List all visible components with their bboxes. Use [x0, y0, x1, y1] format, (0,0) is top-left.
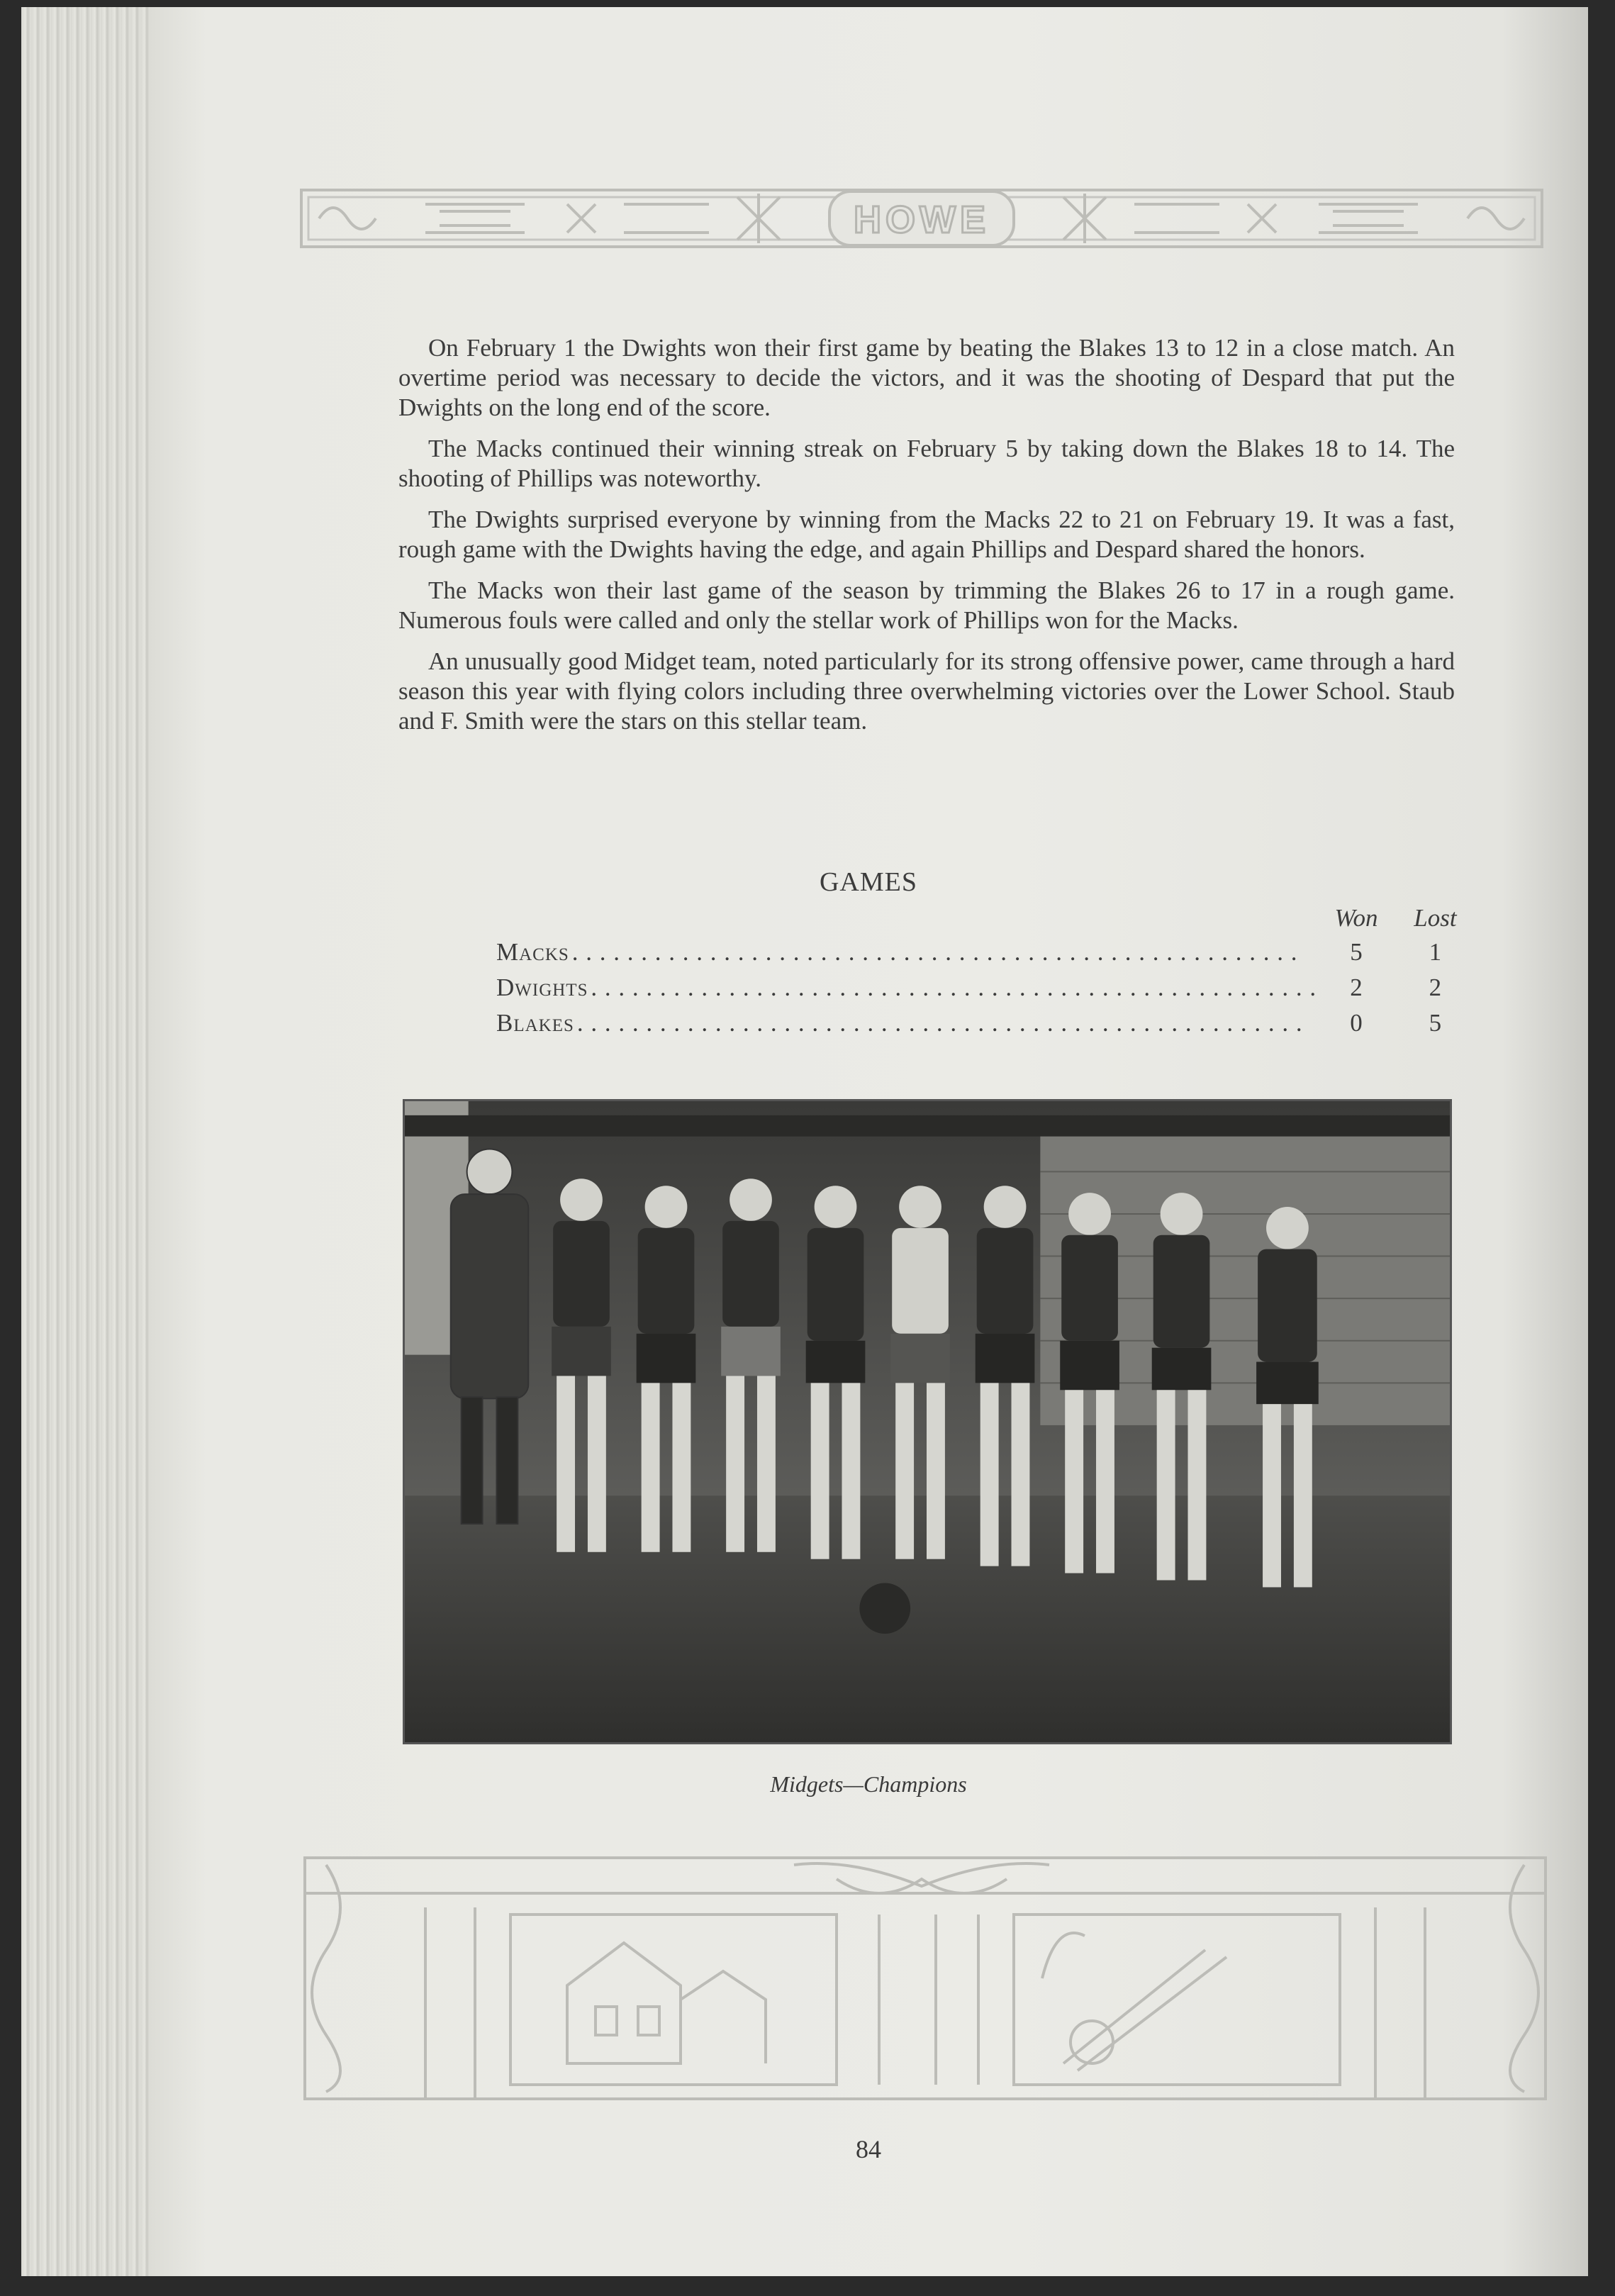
team-name-cell	[496, 935, 1317, 970]
team-photograph	[403, 1099, 1452, 1744]
paragraph-1: On February 1 the Dwights won their first game by beating the Blakes 13 to 12 in a close match. An overtime period was necessary to decide the victors, and it was the shooting of Despard that put the Dwights on the long end of the score.	[398, 334, 1455, 421]
table-row	[496, 970, 1475, 1005]
banner-title: HOWE	[854, 199, 990, 241]
paragraph-5: An unusually good Midget team, noted particularly for its strong offensive power, came through a hard season this year with flying colors including three overwhelming victories over the Lower School. Staub and F. Smith were the stars on this stellar team.	[398, 647, 1455, 735]
won-column-header: Won	[1334, 904, 1378, 932]
table-row	[496, 935, 1475, 970]
paragraph-2: The Macks continued their winning streak on February 5 by taking down the Blakes 18 to 14. The shooting of Phillips was noteworthy.	[398, 435, 1455, 492]
page-number: 84	[856, 2135, 881, 2163]
team-name-cell	[496, 970, 1317, 1005]
won-cell: 5	[1350, 938, 1363, 966]
team-photo-illustration	[405, 1101, 1450, 1742]
leader-dots: . . . . . . . . . . . . . . . . . . . . . . . . . . . . . . . . . . . . . . . . . . . . . . . . . . . . .	[574, 1009, 1303, 1037]
yearbook-page	[149, 7, 1588, 2276]
header-ornament-banner	[298, 176, 1546, 261]
leader-dots: . . . . . . . . . . . . . . . . . . . . . . . . . . . . . . . . . . . . . . . . . . . . . . . . . . . . .	[569, 938, 1298, 966]
games-standings-table	[496, 902, 1475, 1041]
team-name: Dwights	[496, 974, 588, 1001]
team-name: Blakes	[496, 1009, 574, 1037]
paragraph-3: The Dwights surprised everyone by winning from the Macks 22 to 21 on February 19. It was a fast, rough game with the Dwights having the edge, and again Phillips and Despard shared the honors.	[398, 506, 1455, 563]
book-page-edges	[21, 7, 163, 2276]
won-cell: 2	[1350, 974, 1363, 1001]
games-table-title: GAMES	[819, 867, 918, 897]
lost-column-header: Lost	[1414, 904, 1457, 932]
lost-cell: 2	[1429, 974, 1442, 1001]
table-row	[496, 1005, 1475, 1041]
footer-ornament	[298, 1851, 1553, 2106]
article-body	[398, 333, 1455, 747]
lost-cell: 5	[1429, 1009, 1442, 1037]
paragraph-4: The Macks won their last game of the season by trimming the Blakes 26 to 17 in a rough game. Numerous fouls were called and only the stellar work of Phillips won for the Macks.	[398, 576, 1455, 634]
team-name: Macks	[496, 938, 569, 966]
team-header-blank	[496, 902, 1317, 935]
leader-dots: . . . . . . . . . . . . . . . . . . . . . . . . . . . . . . . . . . . . . . . . . . . . . . . . . . . . .	[588, 974, 1317, 1001]
photo-caption: Midgets—Champions	[770, 1771, 967, 1797]
lost-cell: 1	[1429, 938, 1442, 966]
footer-ornament-svg	[298, 1851, 1553, 2106]
games-header-row	[496, 902, 1475, 935]
team-name-cell	[496, 1005, 1317, 1041]
won-cell: 0	[1350, 1009, 1363, 1037]
header-ornament-svg	[298, 176, 1546, 261]
